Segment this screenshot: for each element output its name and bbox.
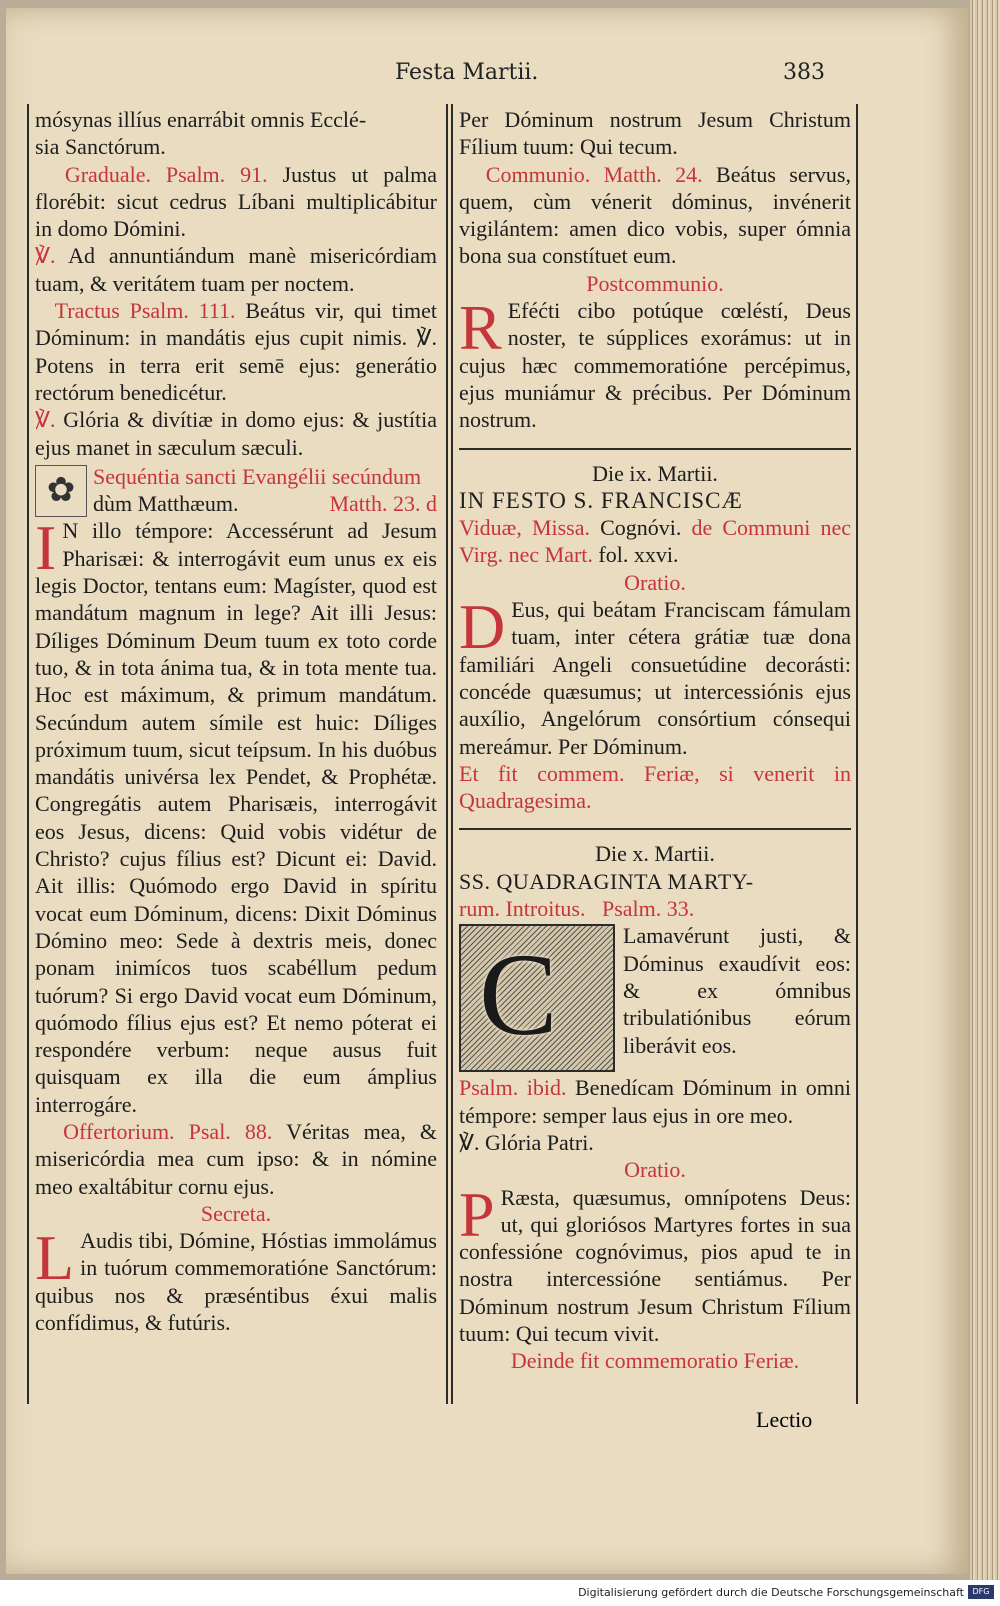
final-note: Deinde fit commemoratio Feriæ. xyxy=(510,1348,800,1374)
oratio-text xyxy=(459,591,851,760)
ornament-icon: ✿ xyxy=(35,465,87,517)
communion-heading: Communio. Matth. 24. xyxy=(485,161,703,187)
versicle-2 xyxy=(35,406,437,461)
mass-ref-red: Viduæ, Missa. xyxy=(459,515,591,541)
gradual-text: Justus ut palma florébit: sicut cedrus Líbani multiplicábitur in domo Dómini. xyxy=(35,161,438,242)
gospel-intro-black: dùm Matthæum. xyxy=(93,491,239,517)
mass-ref-red-2: de Communi nec Virg. nec Mart. xyxy=(459,515,851,568)
text-line xyxy=(35,133,437,160)
footer-bar xyxy=(0,1580,1000,1606)
page-number: 383 xyxy=(783,60,825,85)
drop-cap-initial: D xyxy=(459,591,506,663)
catchword: Lectio xyxy=(756,1407,813,1432)
running-title: Festa Martii. xyxy=(395,60,539,85)
mass-ref-black-2: fol. xxvi. xyxy=(592,542,679,568)
gospel-body: N illo témpore: Accessérunt ad Jesum Pharisæi: & interrogávit eum unus ex eis legis Doctor, tentans eum: Magíster, quod est mandátum magnum in lege? Ait illi Jesus: Díliges Dóminum Deum tuum ex toto corde tuo, & in tota ánima tua, & in tota mente tua. Hoc est máximum, & primum mandátum. Secúndum autem símile est huic: Díliges próximum tuum, sicut teípsum. In his duóbus mandátis univérsa lex Pendet, & Prophétæ. Congregátis autem Pharisæis, interrogávit eos Jesus, dicens: Quid vobis vidétur de Christo? cujus fílius est? Dicunt ei: David. Ait illis: Quómodo ergo David in spíritu vocat eum Dóminum, dicens: Dixit Dóminus Dómino meo: Sede à dextris meis, donec ponam inimícos tuos scabéllum pedum tuórum? Si ergo David vocat eum Dóminum, quómodo fílius ejus est? Et nemo póterat ei respondére verbum: neque ausus fuit quisquam ex illa die eum ámplius interrogáre. xyxy=(35,518,437,1117)
tract xyxy=(35,297,437,406)
drop-cap-initial: I xyxy=(35,512,57,584)
section-divider xyxy=(459,828,851,830)
commemoration-note: Et fit commem. Feriæ, si venerit in Quadragesima. xyxy=(459,760,851,814)
drop-cap-initial: L xyxy=(35,1222,75,1294)
oratio-body: Ræsta, quæsumus, omnípotens Deus: ut, qui gloriósos Martyres fortes in sua confessióne cognóvimus, pios apud te in nostra intercessióne sentiámus. Per Dóminum nostrum Jesum Christum Fílium tuum: Qui tecum vivit. xyxy=(459,1184,851,1346)
gradual xyxy=(35,161,437,243)
gospel-text xyxy=(35,512,437,1118)
postcommunion-body: Eféćti cibo potúque cœléstí, Deus noster, te súpplices exorámus: ut in cujus hæc commemoratióne percépimus, ejus muniámur & précibus. Per Dóminum nostrum. xyxy=(459,298,851,433)
oratio-heading: Oratio. xyxy=(624,569,686,595)
gradual-heading: Graduale. Psalm. 91. xyxy=(64,161,268,187)
mass-ref-black: Cognóvi. xyxy=(590,515,682,541)
text-line xyxy=(35,106,437,133)
offertory-heading: Offertorium. Psal. 88. xyxy=(63,1118,273,1144)
versicle-mark: ℣. xyxy=(35,407,56,433)
conclusion-text: Per Dóminum nostrum Jesum Christum Fílium tuum: Qui tecum. xyxy=(459,107,851,160)
communion-text: Beátus servus, quem, cùm vénerit dóminus, invénerit vigilántem: amen dico vobis, super ómnia bona sua constítuet eum. xyxy=(459,161,851,269)
postcommunion-heading: Postcommunio. xyxy=(586,270,724,296)
feast-date: Die x. Martii. xyxy=(595,841,715,867)
introit-heading: rum. Introitus. Psalm. 33. xyxy=(459,896,695,922)
gloria: ℣. Glória Patri. xyxy=(459,1129,594,1155)
woodcut-initial-image xyxy=(459,924,615,1072)
tract-text: Beátus vir, qui timet Dóminum: in mandátis ejus cupit nimis. ℣. Potens in terra erit semē ejus: generátio rectórum benedicétur. xyxy=(35,298,437,405)
dfg-logo-icon: DFG xyxy=(968,1585,994,1599)
left-column xyxy=(35,106,437,1336)
introit-text xyxy=(459,922,851,1061)
tract-heading: Tractus Psalm. 111. xyxy=(54,298,236,324)
section-divider xyxy=(459,448,851,450)
feast-title: SS. QUADRAGINTA MARTY- xyxy=(459,868,754,894)
footer-credit: Digitalisierung gefördert durch die Deutsche Forschungsgemeinschaft xyxy=(578,1586,964,1599)
gospel-intro-red: Sequéntia sancti Evangélii secúndum xyxy=(93,463,422,489)
psalm-heading: Psalm. ibid. xyxy=(459,1075,567,1101)
woodcut-letter: C xyxy=(479,929,558,1061)
communion xyxy=(459,161,851,270)
gospel-reference: Matth. 23. d xyxy=(329,491,437,517)
versicle-text: Ad annuntiándum manè misericórdiam tuam, & veritátem tuam per noctem. xyxy=(35,243,437,296)
text-line-1: sia Sanctórum. xyxy=(35,134,166,160)
versicle-1 xyxy=(35,242,437,297)
psalm-text: Benedícam Dóminum in omni témpore: semper laus ejus in ore meo. xyxy=(459,1075,851,1128)
oratio-text xyxy=(459,1178,851,1348)
text-line-0: mósynas illíus enarrábit omnis Ecclé- xyxy=(35,107,367,132)
secreta-text xyxy=(35,1222,437,1336)
secreta-body: Audis tibi, Dómine, Hóstias immolámus in tuórum commemoratióne Sanctórum: quibus nos & præséntibus éxui malis confídimus, & futúris. xyxy=(35,1228,437,1336)
right-column xyxy=(459,106,851,1375)
gospel-intro xyxy=(35,463,437,518)
oratio-body: Eus, qui beátam Franciscam fámulam tuam, inter cétera grátiæ tuæ dona familiári Angeli consuetúdine decorásti: concéde quæsumus; ut intercessiónis ejus auxílio, Angelórum consórtium cónsequi mereámur. Per Dóminum. xyxy=(459,597,851,759)
oratio-heading: Oratio. xyxy=(624,1157,686,1183)
psalm-verse xyxy=(459,1074,851,1129)
left-inner-border xyxy=(446,104,448,1404)
mass-reference xyxy=(459,514,851,569)
versicle-text: Glória & divítiæ in domo ejus: & justítia ejus manet in sæculum sæculi. xyxy=(35,407,437,460)
right-inner-border xyxy=(451,104,453,1404)
offertory-text: Véritas mea, & misericórdia mea cum ipso: & in nómine meo exaltábitur cornu ejus. xyxy=(35,1118,438,1199)
postcommunion-text xyxy=(459,292,851,433)
feast-date: Die ix. Martii. xyxy=(592,460,718,486)
offertory xyxy=(35,1118,437,1200)
page-edges xyxy=(970,0,1000,1580)
right-border xyxy=(856,104,858,1404)
drop-cap-initial: P xyxy=(459,1178,495,1250)
introit-body: Lamavérunt justi, & Dóminus exaudívit eos: & ex ómnibus tribulatiónibus eórum liberávit eos. xyxy=(623,923,851,1058)
secreta-heading: Secreta. xyxy=(200,1200,272,1226)
feast-title: IN FESTO S. FRANCISCÆ xyxy=(459,487,743,513)
versicle-mark: ℣. xyxy=(35,243,56,269)
left-border xyxy=(27,104,29,1404)
drop-cap-initial: R xyxy=(459,292,502,364)
